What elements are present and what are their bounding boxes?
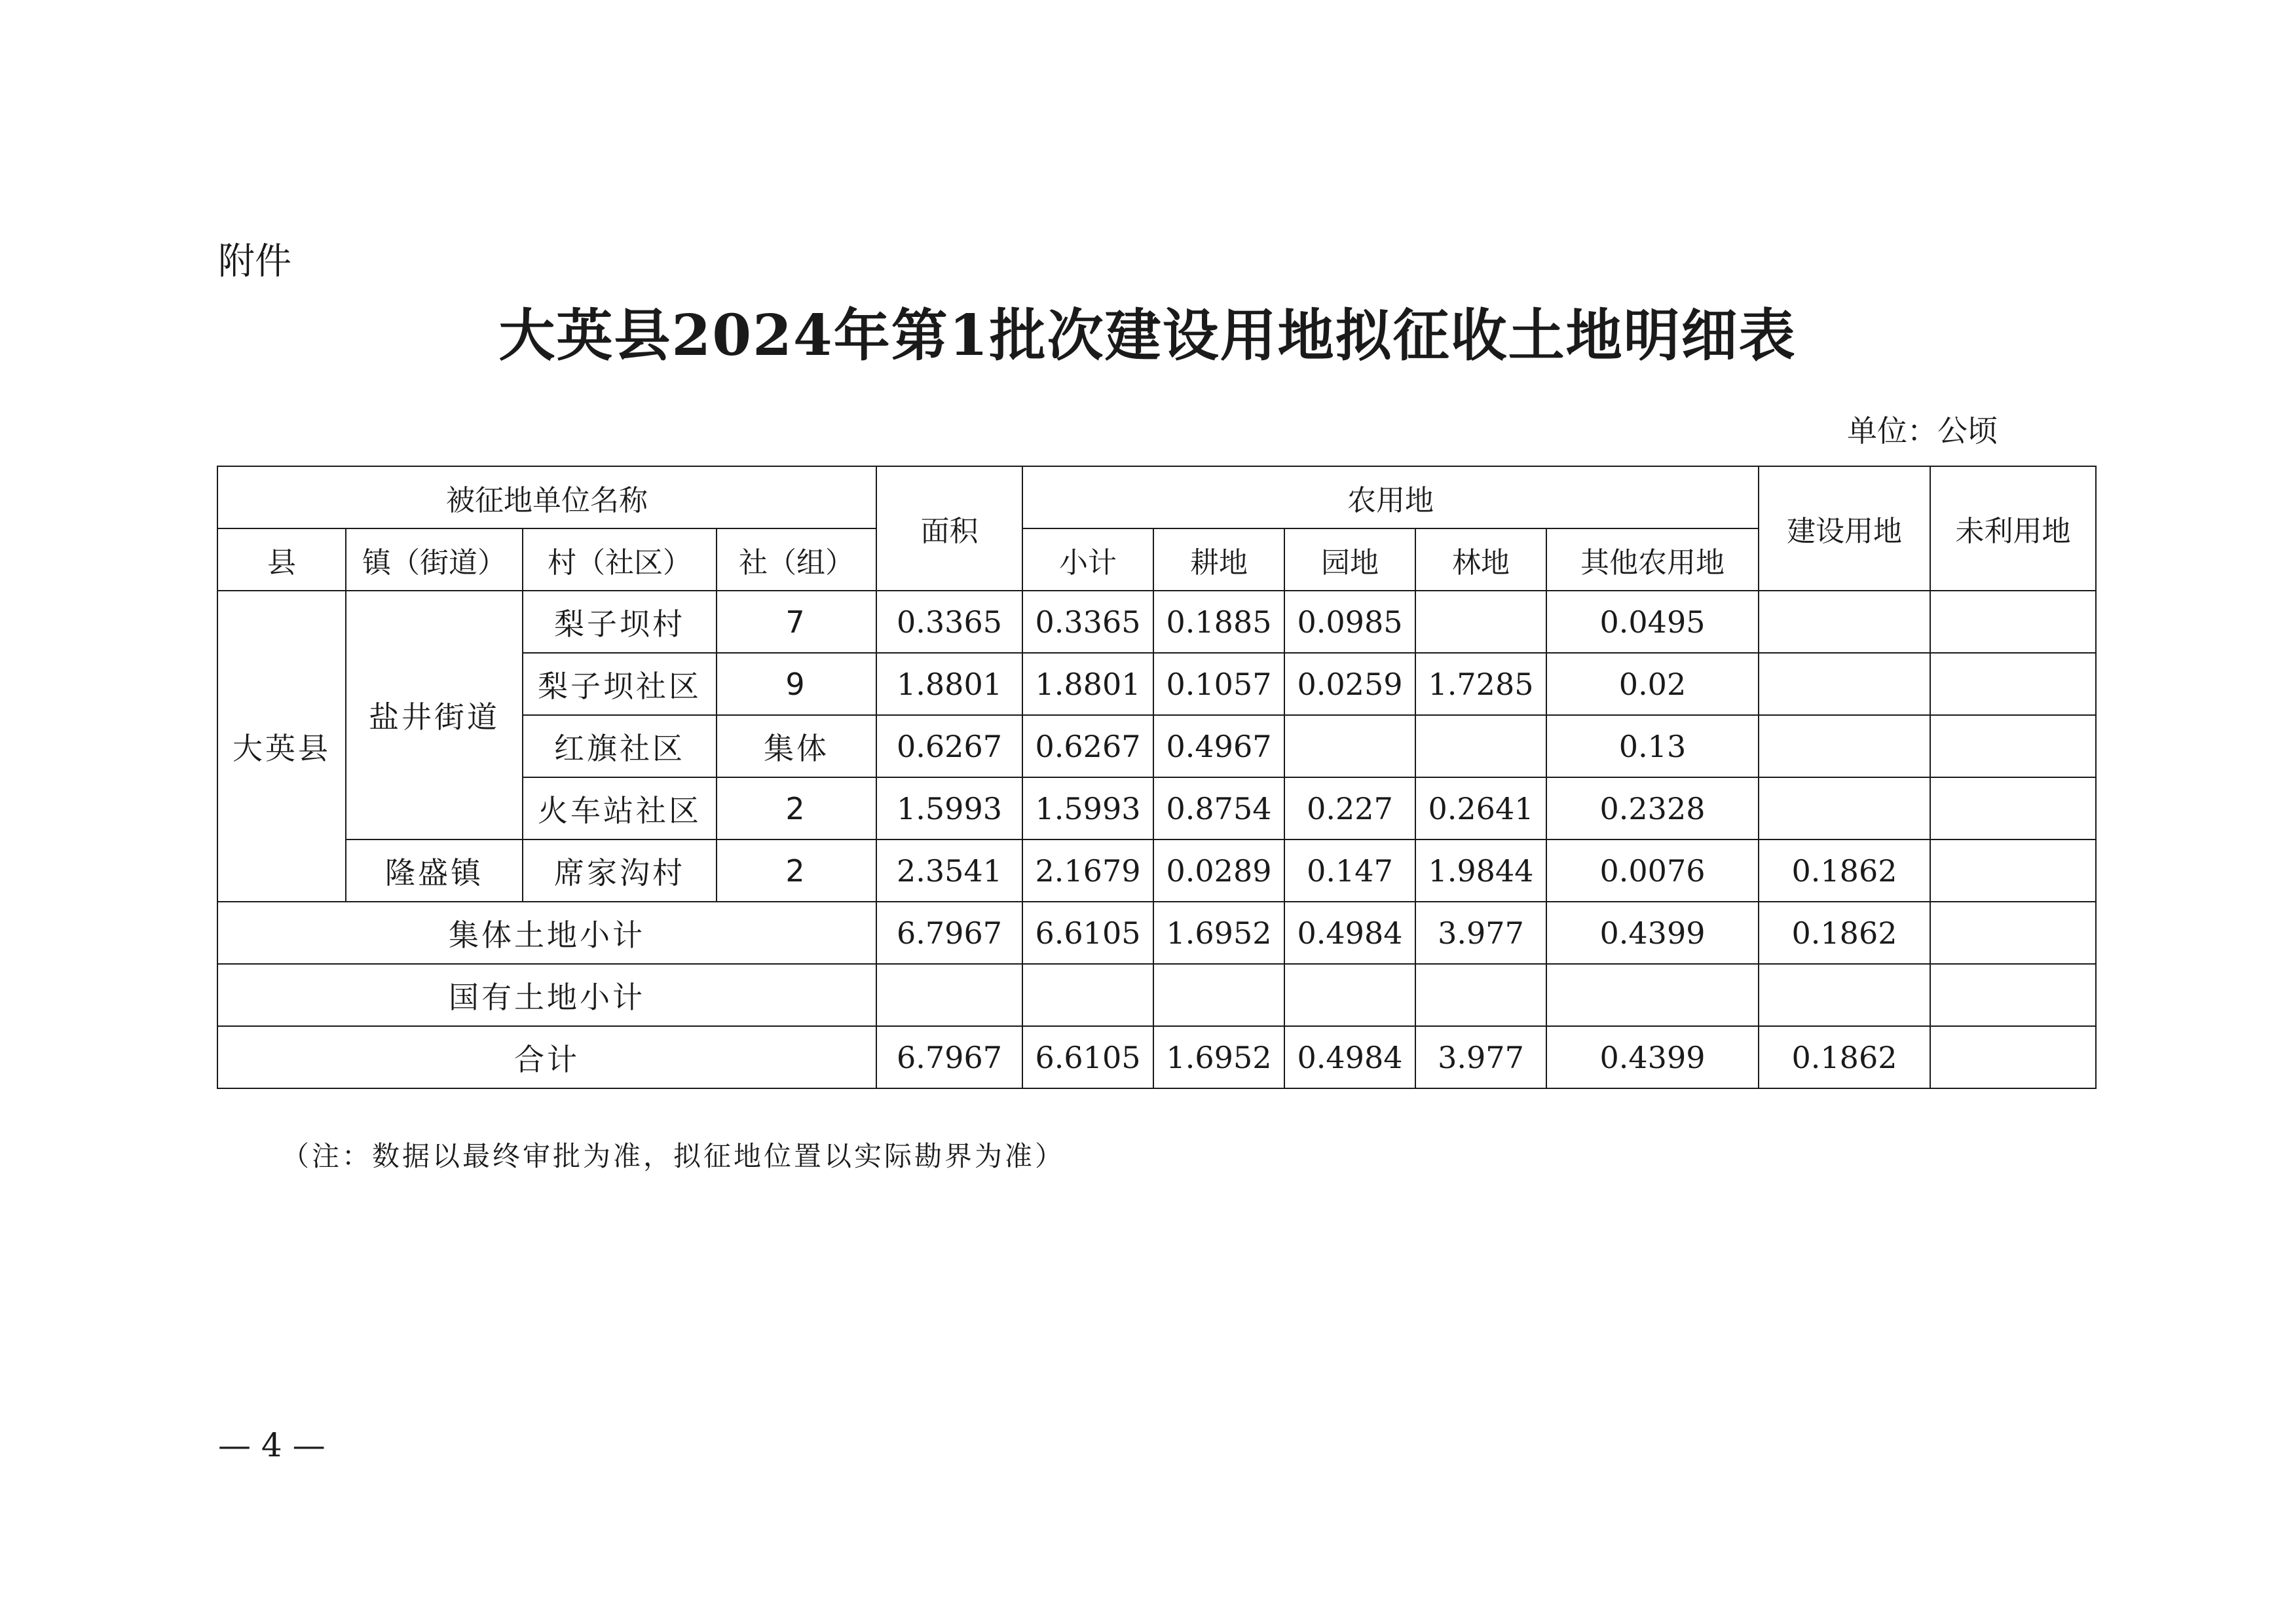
garden-cell (1284, 715, 1415, 777)
village-cell: 梨子坝村 (523, 591, 717, 653)
subtotal-cell: 1.8801 (1022, 653, 1153, 715)
other-agricultural-cell: 0.13 (1546, 715, 1759, 777)
subtotal-cell: 6.6105 (1022, 902, 1153, 964)
land-detail-table (217, 466, 2097, 1089)
garden-cell: 0.147 (1284, 840, 1415, 902)
forest-cell: 3.977 (1415, 902, 1546, 964)
other-agricultural-cell: 0.4399 (1546, 1026, 1759, 1088)
unit-label: 单位：公顷 (1847, 413, 1998, 449)
construction-cell (1759, 964, 1930, 1026)
subtotal-cell: 0.6267 (1022, 715, 1153, 777)
forest-cell (1415, 591, 1546, 653)
cultivated-cell: 1.6952 (1153, 1026, 1284, 1088)
area-cell: 6.7967 (876, 1026, 1022, 1088)
forest-cell: 0.2641 (1415, 777, 1546, 840)
other-agricultural-cell: 0.0495 (1546, 591, 1759, 653)
group-cell: 集体 (717, 715, 876, 777)
area-cell: 1.8801 (876, 653, 1022, 715)
subtotal-cell: 1.5993 (1022, 777, 1153, 840)
header-garden: 园地 (1284, 528, 1415, 591)
group-cell: 2 (717, 777, 876, 840)
header-agricultural-land: 农用地 (1022, 466, 1759, 528)
other-agricultural-cell: 0.0076 (1546, 840, 1759, 902)
forest-cell: 3.977 (1415, 1026, 1546, 1088)
garden-cell: 0.0259 (1284, 653, 1415, 715)
other-agricultural-cell: 0.2328 (1546, 777, 1759, 840)
forest-cell: 1.7285 (1415, 653, 1546, 715)
cultivated-cell: 1.6952 (1153, 902, 1284, 964)
county-cell: 大英县 (217, 591, 346, 902)
header-county: 县 (217, 528, 346, 591)
collective-subtotal-row (217, 902, 2096, 964)
unused-cell (1930, 840, 2096, 902)
cultivated-cell: 0.4967 (1153, 715, 1284, 777)
unused-cell (1930, 964, 2096, 1026)
village-cell: 火车站社区 (523, 777, 717, 840)
footnote: （注：数据以最终审批为准，拟征地位置以实际勘界为准） (282, 1140, 1066, 1172)
construction-cell (1759, 653, 1930, 715)
forest-cell (1415, 715, 1546, 777)
village-cell: 席家沟村 (523, 840, 717, 902)
group-cell: 9 (717, 653, 876, 715)
other-agricultural-cell: 0.02 (1546, 653, 1759, 715)
subtotal-cell: 6.6105 (1022, 1026, 1153, 1088)
group-cell: 2 (717, 840, 876, 902)
cultivated-cell: 0.1885 (1153, 591, 1284, 653)
forest-cell (1415, 964, 1546, 1026)
other-agricultural-cell: 0.4399 (1546, 902, 1759, 964)
other-agricultural-cell (1546, 964, 1759, 1026)
unused-cell (1930, 715, 2096, 777)
subtotal-cell: 0.3365 (1022, 591, 1153, 653)
header-unit-name: 被征地单位名称 (217, 466, 876, 528)
forest-cell: 1.9844 (1415, 840, 1546, 902)
area-cell: 0.3365 (876, 591, 1022, 653)
construction-cell: 0.1862 (1759, 1026, 1930, 1088)
header-town: 镇（街道） (346, 528, 523, 591)
area-cell: 1.5993 (876, 777, 1022, 840)
header-unused-land: 未利用地 (1930, 466, 2096, 591)
page-number: — 4 — (218, 1426, 326, 1464)
area-cell: 6.7967 (876, 902, 1022, 964)
header-group: 社（组） (717, 528, 876, 591)
header-village: 村（社区） (523, 528, 717, 591)
unused-cell (1930, 902, 2096, 964)
total-label: 合计 (217, 1026, 876, 1088)
village-cell: 红旗社区 (523, 715, 717, 777)
garden-cell: 0.4984 (1284, 1026, 1415, 1088)
cultivated-cell: 0.0289 (1153, 840, 1284, 902)
garden-cell (1284, 964, 1415, 1026)
header-other-agricultural: 其他农用地 (1546, 528, 1759, 591)
area-cell: 0.6267 (876, 715, 1022, 777)
garden-cell: 0.4984 (1284, 902, 1415, 964)
header-construction-land: 建设用地 (1759, 466, 1930, 591)
header-row-1 (217, 466, 2096, 528)
construction-cell: 0.1862 (1759, 840, 1930, 902)
subtotal-cell (1022, 964, 1153, 1026)
unused-cell (1930, 591, 2096, 653)
construction-cell (1759, 591, 1930, 653)
subtotal-cell: 2.1679 (1022, 840, 1153, 902)
construction-cell: 0.1862 (1759, 902, 1930, 964)
village-cell: 梨子坝社区 (523, 653, 717, 715)
attachment-label: 附件 (218, 240, 291, 283)
table-row (217, 840, 2096, 902)
document-title: 大英县2024年第1批次建设用地拟征收土地明细表 (498, 303, 1797, 369)
cultivated-cell: 0.8754 (1153, 777, 1284, 840)
area-cell: 2.3541 (876, 840, 1022, 902)
header-forest: 林地 (1415, 528, 1546, 591)
garden-cell: 0.0985 (1284, 591, 1415, 653)
total-row (217, 1026, 2096, 1088)
state-subtotal-label: 国有土地小计 (217, 964, 876, 1026)
header-area: 面积 (876, 466, 1022, 591)
state-subtotal-row (217, 964, 2096, 1026)
town-cell: 盐井街道 (346, 591, 523, 840)
cultivated-cell (1153, 964, 1284, 1026)
cultivated-cell: 0.1057 (1153, 653, 1284, 715)
garden-cell: 0.227 (1284, 777, 1415, 840)
collective-subtotal-label: 集体土地小计 (217, 902, 876, 964)
construction-cell (1759, 777, 1930, 840)
area-cell (876, 964, 1022, 1026)
construction-cell (1759, 715, 1930, 777)
unused-cell (1930, 1026, 2096, 1088)
unused-cell (1930, 777, 2096, 840)
group-cell: 7 (717, 591, 876, 653)
header-cultivated: 耕地 (1153, 528, 1284, 591)
table-row (217, 591, 2096, 653)
header-subtotal: 小计 (1022, 528, 1153, 591)
town-cell: 隆盛镇 (346, 840, 523, 902)
unused-cell (1930, 653, 2096, 715)
